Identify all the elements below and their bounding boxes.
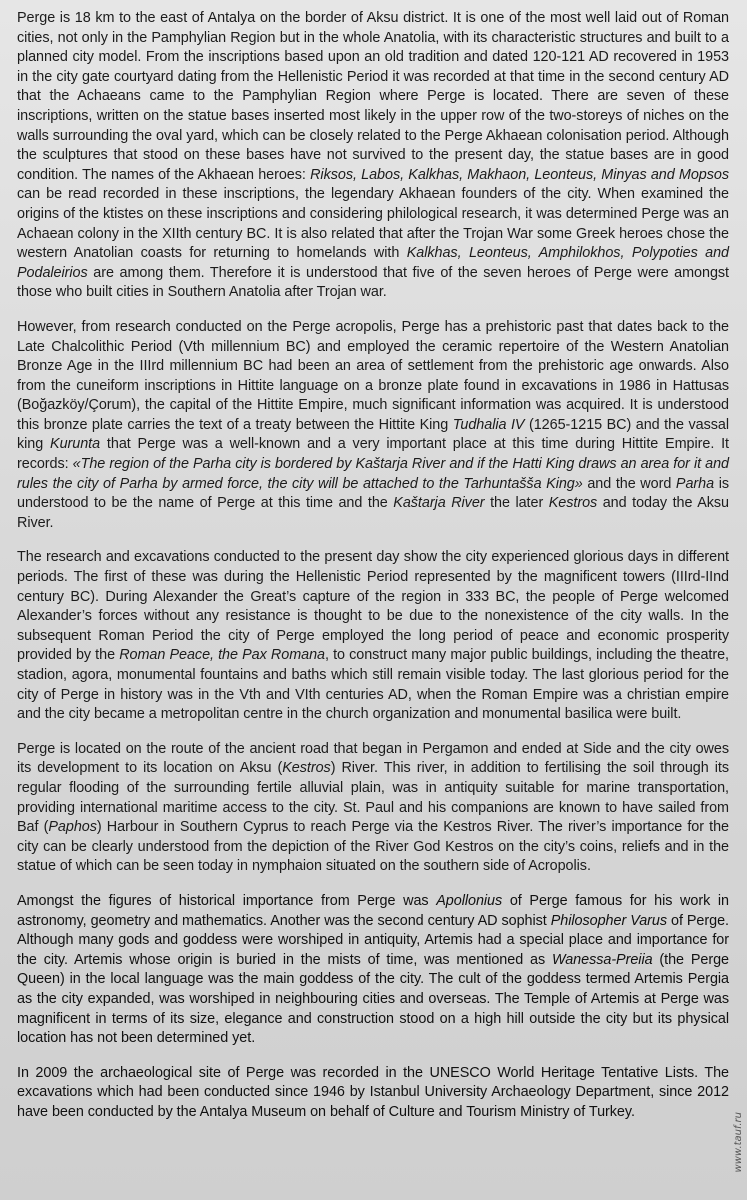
italic-text-run: Wanessa-Preiia — [551, 951, 653, 968]
text-run: and the word — [582, 475, 676, 492]
text-run: (1265-1215 BC) and the vassal king — [17, 416, 729, 453]
text-run: ) Harbour in Southern Cyprus to reach Perge via the Kestros River. The river’s importance for the city can be clearly understood from the depiction of the River God Kestros on the city’s coins, reliefs and in the statue of which can be seen today in nymphaion situated on the southern side of Acropolis. — [17, 819, 729, 875]
text-run: are among them. Therefore it is understood that five of the seven heroes of Perge were amongst those who built cities in Southern Anatolia after Trojan war. — [17, 264, 729, 301]
italic-text-run: Riksos, Labos, Kalkhas, Makhaon, Leonteus, Minyas and Mopsos — [310, 166, 729, 183]
italic-text-run: «The region of the Parha city is bordered by Kaštarja River and if the Hatti King draws an area for it and rules the city of Parha by armed force, the city will be attached to the Tarhuntašša King» — [17, 456, 729, 492]
italic-text-run: Roman Peace, the Pax Romana — [119, 647, 325, 664]
text-run: of Perge famous for his work in astronomy, geometry and mathematics. Another was the second century AD sophist — [17, 892, 729, 929]
paragraph-3 — [17, 548, 729, 724]
paragraph-5 — [17, 892, 729, 1049]
text-run: (the Perge Queen) in the local language was the main goddess of the city. The cult of the goddess termed Artemis Pergia as the city expanded, was worshiped in neighbouring cities and overseas. The Temple of Artemis at Perge was magnificent in terms of its size, elegance and construction stood on a high hill outside the city but its physical location has not been determined yet. — [17, 951, 729, 1047]
italic-text-run: Kurunta — [50, 436, 101, 453]
italic-text-run: Kestros — [548, 495, 598, 512]
text-run: In 2009 the archaeological site of Perge was recorded in the UNESCO World Heritage Tentative Lists. The excavations which had been conducted since 1946 by Istanbul University Archaeology Department, since 2012 have been conducted by the Antalya Museum on behalf of Culture and Tourism Ministry of Turkey. — [17, 1064, 729, 1120]
text-run: the later — [484, 495, 549, 512]
paragraph-4 — [17, 740, 729, 877]
italic-text-run: Philosopher Varus — [550, 912, 667, 929]
italic-text-run: Kestros — [282, 760, 331, 777]
text-run: The research and excavations conducted to the present day show the city experienced glorious days in different periods. The first of these was during the Hellenistic Period represented by the magnificent towers (IIIrd-IInd century BC). During Alexander the Great’s capture of the region in 333 BC, the people of Perge welcomed Alexander’s forces without any resistance is thought to be due to the nonexistence of the city walls. In the subsequent Roman Period the city of Perge employed the long period of peace and economic prosperity provided by the — [17, 549, 729, 664]
italic-text-run: Paphos — [48, 819, 97, 836]
italic-text-run: Tudhalia IV — [452, 416, 525, 433]
text-run: However, from research conducted on the Perge acropolis, Perge has a prehistoric past that dates back to the Late Chalcolithic Period (Vth millennium BC) and employed the ceramic repertoire of the Western Anatolian Bronze Age in the IIIrd millennium BC had been an area of settlement from the prehistoric age onwards. Also from the cuneiform inscriptions in Hittite language on a bronze plate found in excavations in 1986 in Hattusas (Boğazköy/Çorum), the capital of the Hittite Empire, much significant information was acquired. It is understood this bronze plate carries the text of a treaty between the Hittite King — [17, 318, 729, 433]
watermark-text: www.tauf.ru — [733, 1112, 744, 1173]
text-run: Perge is 18 km to the east of Antalya on the border of Aksu district. It is one of the most well laid out of Roman cities, not only in the Pamphylian Region but in the whole Anatolia, with its characteristic structures and built to a planned city model. From the inscriptions based upon an old tradition and dated 120-121 AD recovered in 1953 in the city gate courtyard dating from the Hellenistic Period it was recorded at that time in the second century AD that the Achaeans came to the Pamphylian Region where Perge is located. There are seven of these inscriptions, written on the statue bases inserted most likely in the upper row of the two-storeys of niches on the walls surrounding the oval yard, which can be closely related to the Perge Akhaean colonisation period. Although the sculptures that stood on these bases have not survived to the present day, the statue bases are in good condition. The names of the Akhaean heroes: — [17, 10, 729, 183]
text-run: ) River. This river, in addition to fertilising the soil through its regular flooding of the surrounding fertile alluvial plain, was in antiquity suitable for marine transportation, providing international maritime access to the city. St. Paul and his companions are known to have sailed from Baf ( — [17, 760, 729, 836]
italic-text-run: Kalkhas, Leonteus, Amphilokhos, Polypoties and Podaleirios — [17, 245, 729, 281]
paragraph-2 — [17, 318, 729, 534]
text-run: and today the Aksu River. — [17, 495, 730, 531]
paragraph-6 — [17, 1064, 729, 1123]
text-run: Amongst the figures of historical importance from Perge was — [17, 892, 437, 909]
italic-text-run: Parha — [675, 475, 715, 492]
text-run: can be read recorded in these inscriptions, the legendary Akhaean founders of the city. When examined the origins of the ktistes on these inscriptions and considering philological research, it was determined Perge was an Achaean colony in the XIIth century BC. It is also related that after the Trojan War some Greek heroes chose the western Anatolian coasts for returning to homelands with — [17, 186, 729, 262]
text-run: of Perge. Although many gods and goddess were worshiped in antiquity, Artemis had a special place and importance for the city. Artemis whose origin is buried in the mists of time, was mentioned as — [17, 912, 729, 968]
text-run: Perge is located on the route of the ancient road that began in Pergamon and ended at Side and the city owes its development to its location on Aksu ( — [17, 740, 729, 777]
italic-text-run: Kaštarja River — [393, 495, 485, 512]
italic-text-run: Apollonius — [436, 892, 503, 909]
text-run: is understood to be the name of Perge at this time and the — [17, 475, 729, 512]
text-run: , to construct many major public buildings, including the theatre, stadion, agora, monumental fountains and baths which still remain visible today. The last glorious period for the city of Perge in history was in the Vth and VIth centuries AD, when the Roman Empire was a christian empire and the city became a metropolitan centre in the church organization and monumental basilica were built. — [17, 647, 729, 723]
text-run: that Perge was a well-known and a very important place at this time during Hittite Empire. It records: — [17, 436, 729, 473]
paragraph-1 — [17, 9, 729, 303]
